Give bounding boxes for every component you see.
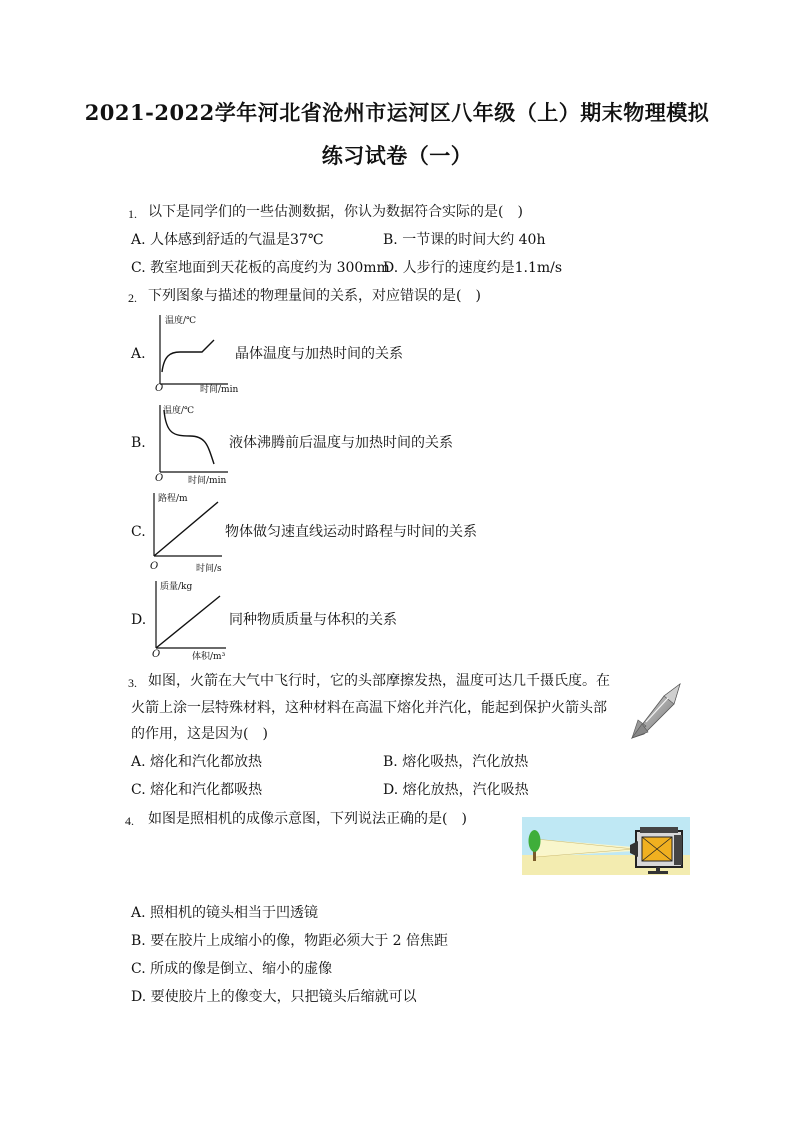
q2-graph-c-xlabel: 时间/s [196, 564, 222, 574]
q2-option-c-desc: 物体做匀速直线运动时路程与时间的关系 [225, 524, 477, 540]
q2-option-a-letter: A. [131, 346, 146, 362]
q4-option-c: C. 所成的像是倒立、缩小的虚像 [131, 961, 333, 977]
q1-number: 1. [128, 207, 137, 221]
q1-option-d: D. 人步行的速度约是1.1m/s [383, 260, 563, 276]
camera-diagram-icon [522, 817, 690, 875]
q4-option-d: D. 要使胶片上的像变大，只把镜头后缩就可以 [131, 989, 417, 1005]
q2-option-c-letter: C. [131, 524, 146, 540]
q2-option-b-letter: B. [131, 435, 146, 451]
q2-graph-c-origin: O [150, 561, 159, 572]
q2-option-a-desc: 晶体温度与加热时间的关系 [235, 346, 403, 362]
q3-option-c: C. 熔化和汽化都吸热 [131, 782, 263, 798]
q3-option-d: D. 熔化放热，汽化吸热 [383, 782, 529, 798]
q2-graph-b-origin: O [155, 473, 164, 484]
q2-graph-b-ylabel: 温度/℃ [163, 406, 195, 416]
title-line-2: 练习试卷（一） [321, 143, 473, 168]
q2-option-d-desc: 同种物质质量与体积的关系 [229, 612, 397, 628]
q3-line-1: 如图，火箭在大气中飞行时，它的头部摩擦发热，温度可达几千摄氏度。在 [148, 673, 610, 689]
q4-number: 4. [125, 814, 134, 828]
q2-graph-a-origin: O [155, 383, 164, 394]
q3-option-a: A. 熔化和汽化都放热 [131, 754, 263, 770]
q2-option-b-desc: 液体沸腾前后温度与加热时间的关系 [229, 435, 453, 451]
rocket-icon [624, 676, 694, 746]
q2-graph-c-ylabel: 路程/m [158, 494, 188, 504]
q1-stem: 以下是同学们的一些估测数据，你认为数据符合实际的是( ) [148, 204, 523, 220]
q2-graph-a-xlabel: 时间/min [200, 385, 239, 395]
q3-line-3: 的作用，这是因为( ) [131, 726, 268, 742]
q1-option-b: B. 一节课的时间大约 40h [383, 232, 546, 248]
q1-option-c: C. 教室地面到天花板的高度约为 300mm [131, 260, 390, 276]
q4-option-a: A. 照相机的镜头相当于凹透镜 [131, 905, 319, 921]
title-line-1: 2021-2022学年河北省沧州市运河区八年级（上）期末物理模拟 [84, 100, 710, 125]
q2-graph-d-ylabel: 质量/kg [160, 582, 193, 592]
q3-number: 3. [128, 676, 137, 690]
q3-line-2: 火箭上涂一层特殊材料，这种材料在高温下熔化并汽化，能起到保护火箭头部 [131, 700, 607, 716]
q4-stem: 如图是照相机的成像示意图，下列说法正确的是( ) [148, 811, 467, 827]
q2-graph-a-ylabel: 温度/℃ [165, 316, 197, 326]
q2-graph-d-origin: O [152, 649, 161, 660]
q2-number: 2. [128, 291, 137, 305]
q2-graph-d-xlabel: 体积/m³ [192, 652, 226, 662]
q4-option-b: B. 要在胶片上成缩小的像，物距必须大于 2 倍焦距 [131, 933, 448, 949]
q2-option-d-letter: D. [131, 612, 147, 628]
q2-stem: 下列图象与描述的物理量间的关系，对应错误的是( ) [148, 288, 481, 304]
q2-graph-b-xlabel: 时间/min [188, 476, 227, 486]
q3-option-b: B. 熔化吸热，汽化放热 [383, 754, 529, 770]
q1-option-a: A. 人体感到舒适的气温是37℃ [131, 232, 324, 248]
